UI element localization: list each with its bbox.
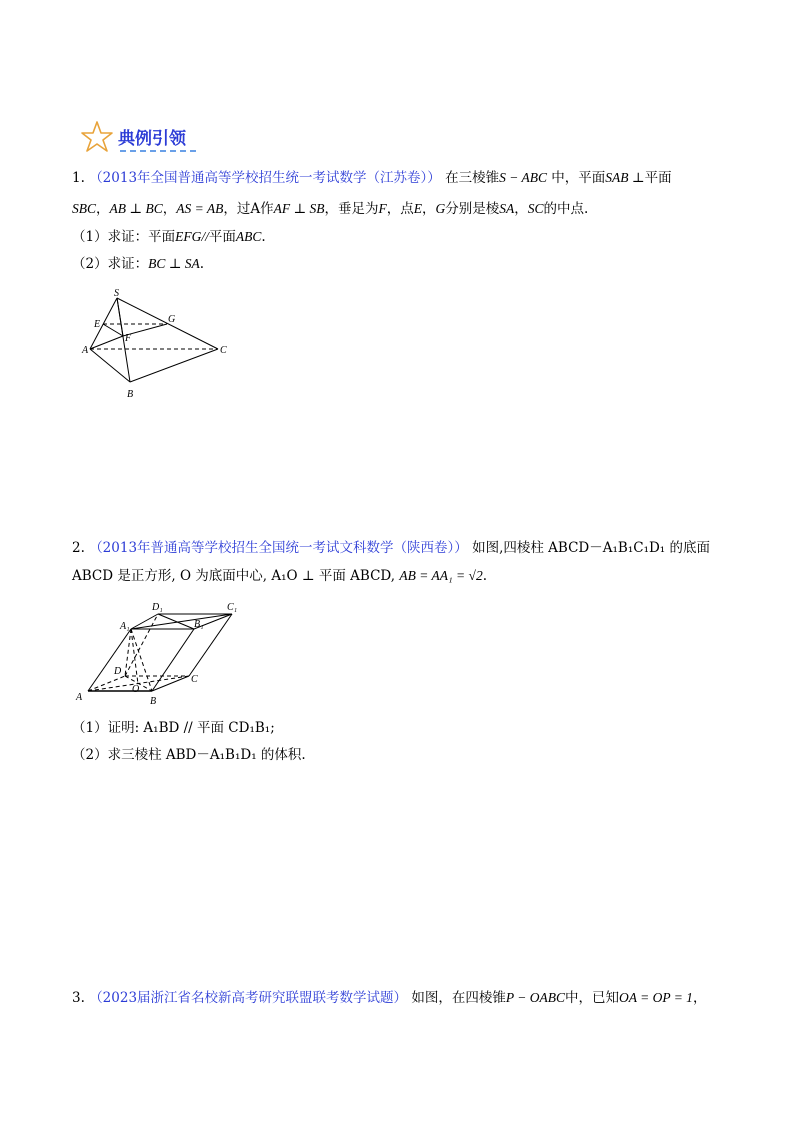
label-D1: D₁	[152, 602, 163, 613]
math: AS = AB	[176, 201, 224, 216]
problem-1-line-2	[72, 199, 588, 219]
math: ABC	[235, 229, 262, 244]
problem-2-line-2	[72, 566, 487, 586]
text: .	[482, 568, 487, 584]
problem-3-line-1	[72, 988, 706, 1008]
text: 在三棱锥	[445, 170, 500, 186]
label-G: G	[168, 314, 176, 325]
text: 如图,四棱柱 ABCD－A₁B₁C₁D₁ 的底面	[472, 540, 711, 556]
text: ，	[422, 201, 436, 217]
text: 如图，在四棱锥	[411, 990, 506, 1006]
problem-source: （2013年普通高等学校招生全国统一考试文科数学（陕西卷））	[89, 540, 468, 556]
text: ，垂足为	[324, 201, 379, 217]
label-C: C	[191, 674, 198, 685]
section-title: 典例引领	[118, 129, 186, 149]
label-A: A	[76, 692, 83, 703]
label-F: F	[125, 333, 132, 344]
label-E: E	[94, 319, 101, 330]
text: 中，已知	[564, 990, 619, 1006]
text: ABCD 是正方形, O 为底面中心, A₁O ⊥ 平面 ABCD,	[72, 568, 396, 584]
text: 的中点.	[543, 201, 589, 217]
text: 作	[260, 201, 274, 217]
math: SA	[499, 201, 515, 216]
label-D: D	[114, 666, 122, 677]
problem-1-question-2	[72, 254, 204, 274]
text: （1）求证：平面	[72, 229, 176, 245]
text: A	[250, 201, 261, 217]
text: （2）求证：	[72, 256, 149, 272]
math: BC ⊥ SA	[148, 256, 200, 271]
problem-2-question-1	[72, 718, 275, 738]
problem-number: 1.	[72, 170, 85, 186]
math: OA = OP = 1	[618, 990, 693, 1005]
text: 中，平面	[551, 170, 606, 186]
label-S: S	[114, 288, 119, 299]
text: ，	[514, 201, 528, 217]
text: .	[199, 256, 205, 272]
text: ，点	[386, 201, 414, 217]
math: AF ⊥ SB	[273, 201, 325, 216]
text: ，过	[223, 201, 251, 217]
text: （1）证明: A₁BD // 平面 CD₁B₁;	[72, 720, 275, 736]
math: F	[378, 201, 387, 216]
text: ，	[692, 990, 707, 1006]
math: E	[413, 201, 423, 216]
title-underline	[120, 150, 196, 152]
problem-source: （2023届浙江省名校新高考研究联盟联考数学试题）	[89, 990, 408, 1006]
problem-2-figure	[72, 598, 252, 708]
math: P − OABC	[505, 990, 565, 1005]
text: .	[261, 229, 266, 245]
problem-1-line-1	[72, 168, 672, 188]
problem-number: 2.	[72, 540, 85, 556]
text: 平面	[208, 229, 236, 245]
math: SBC	[72, 201, 97, 216]
text: ，	[96, 201, 110, 217]
text: （2）求三棱柱 ABD－A₁B₁D₁ 的体积.	[72, 747, 306, 763]
problem-1-figure	[80, 286, 240, 402]
math: S − ABC	[499, 170, 547, 185]
math: G	[435, 201, 446, 216]
problem-number: 3.	[72, 990, 85, 1006]
problem-source: （2013年全国普通高等学校招生统一考试数学（江苏卷））	[89, 170, 441, 186]
label-B: B	[127, 389, 134, 400]
text: 平面	[644, 170, 672, 186]
math: AB = AA₁ = √2	[399, 568, 483, 583]
label-C1: C₁	[227, 602, 238, 613]
label-O: O	[132, 684, 140, 695]
text: ，	[162, 201, 177, 217]
label-C: C	[220, 345, 227, 356]
star-outline-icon	[80, 120, 114, 158]
problem-2-line-1	[72, 538, 710, 558]
label-B1: B₁	[194, 619, 204, 630]
math: EFG//	[175, 229, 209, 244]
label-B: B	[150, 696, 157, 707]
label-A: A	[82, 345, 89, 356]
math: AB ⊥ BC	[109, 201, 163, 216]
problem-1-question-1	[72, 227, 266, 247]
label-A1: A₁	[120, 621, 130, 632]
math: SAB ⊥	[605, 170, 645, 185]
math: SC	[527, 201, 544, 216]
text: 分别是棱	[445, 201, 500, 217]
problem-2-question-2	[72, 745, 306, 765]
